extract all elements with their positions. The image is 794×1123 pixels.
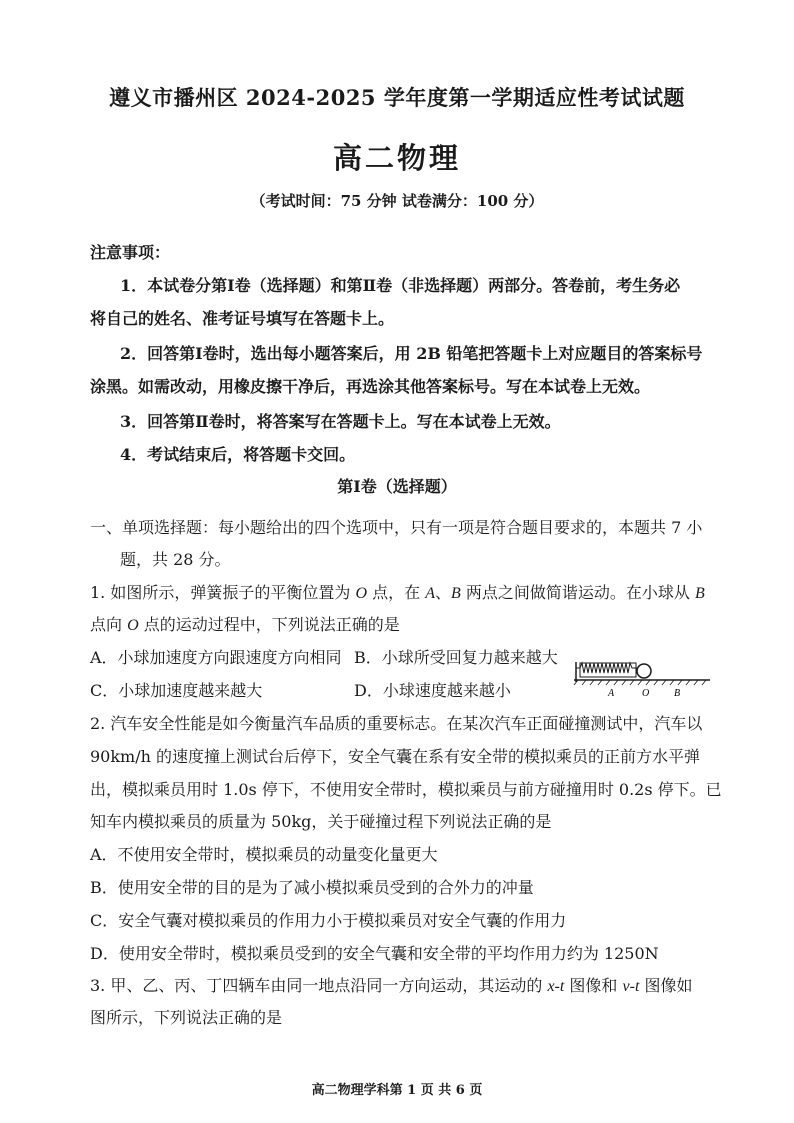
label-b: B [674,688,681,698]
exam-info: （考试时间：75 分钟 试卷满分：100 分） [250,192,544,210]
label-o: O [642,688,650,698]
note-line: 3．回答第Ⅱ卷时，将答案写在答题卡上。写在本试卷上无效。 [120,412,561,431]
q1-option-d: D．小球速度越来越小 [354,681,511,700]
q2-stem-line: 90km/h 的速度撞上测试台后停下，安全气囊在系有安全带的模拟乘员的正前方水平弹 [90,747,701,766]
q1-option-a: A．小球加速度方向跟速度方向相同 [90,648,342,667]
q2-option-a: A．不使用安全带时，模拟乘员的动量变化量更大 [90,845,438,864]
note-line: 将自己的姓名、准考证号填写在答题卡上。 [90,309,395,328]
q2-option-b: B．使用安全带的目的是为了减小模拟乘员受到的合外力的冲量 [90,878,534,897]
q2-stem-line: 2. 汽车安全性能是如今衡量汽车品质的重要标志。在某次汽车正面碰撞测试中，汽车以 [90,714,703,733]
q1-stem-line: 1. 如图所示，弹簧振子的平衡位置为 O 点，在 A、B 两点之间做简谐运动。在小球从 B [90,583,705,602]
part-title-line: 题，共 28 分。 [120,550,231,569]
note-line: 1．本试卷分第Ⅰ卷（选择题）和第Ⅱ卷（非选择题）两部分。答卷前，考生务必 [120,276,681,295]
q2-option-d: D．使用安全带时，模拟乘员受到的安全气囊和安全带的平均作用力约为 1250N [90,944,659,963]
note-line: 4．考试结束后，将答题卡交回。 [120,445,356,464]
ball [637,664,651,678]
q1-option-c: C．小球加速度越来越大 [90,681,263,700]
q3-stem-line: 3. 甲、乙、丙、丁四辆车由同一地点沿同一方向运动，其运动的 x-t 图像和 v-t 图像如 [90,976,693,995]
q2-option-c: C．安全气囊对模拟乘员的作用力小于模拟乘员对安全气囊的作用力 [90,911,567,930]
label-a: A [608,688,615,698]
notes-heading: 注意事项： [90,243,171,262]
subject-title: 高二物理 [332,141,461,175]
section-heading: 第Ⅰ卷（选择题） [337,477,457,496]
note-line: 涂黑。如需改动，用橡皮擦干净后，再选涂其他答案标号。写在本试卷上无效。 [90,377,651,396]
exam-title: 遵义市播州区 2024-2025 学年度第一学期适应性考试试题 [109,85,685,110]
q1-stem-line: 点向 O 点的运动过程中，下列说法正确的是 [90,615,400,634]
page-footer: 高二物理学科第 1 页 共 6 页 [311,1083,483,1098]
part-title-line: 一、单项选择题：每小题给出的四个选项中，只有一项是符合题目要求的，本题共 7 小 [90,518,703,537]
q3-stem-line: 图所示，下列说法正确的是 [90,1008,283,1027]
note-line: 2．回答第Ⅰ卷时，选出每小题答案后，用 2B 铅笔把答题卡上对应题目的答案标号 [120,344,703,363]
q2-stem-line: 知车内模拟乘员的质量为 50kg，关于碰撞过程下列说法正确的是 [90,812,552,831]
spring-oscillator-figure [572,658,712,698]
q2-stem-line: 出，模拟乘员用时 1.0s 停下，不使用安全带时，模拟乘员与前方碰撞用时 0.2s 停下。已 [90,780,722,799]
spring-coils [576,663,638,677]
q1-option-b: B．小球所受回复力越来越大 [354,648,558,667]
